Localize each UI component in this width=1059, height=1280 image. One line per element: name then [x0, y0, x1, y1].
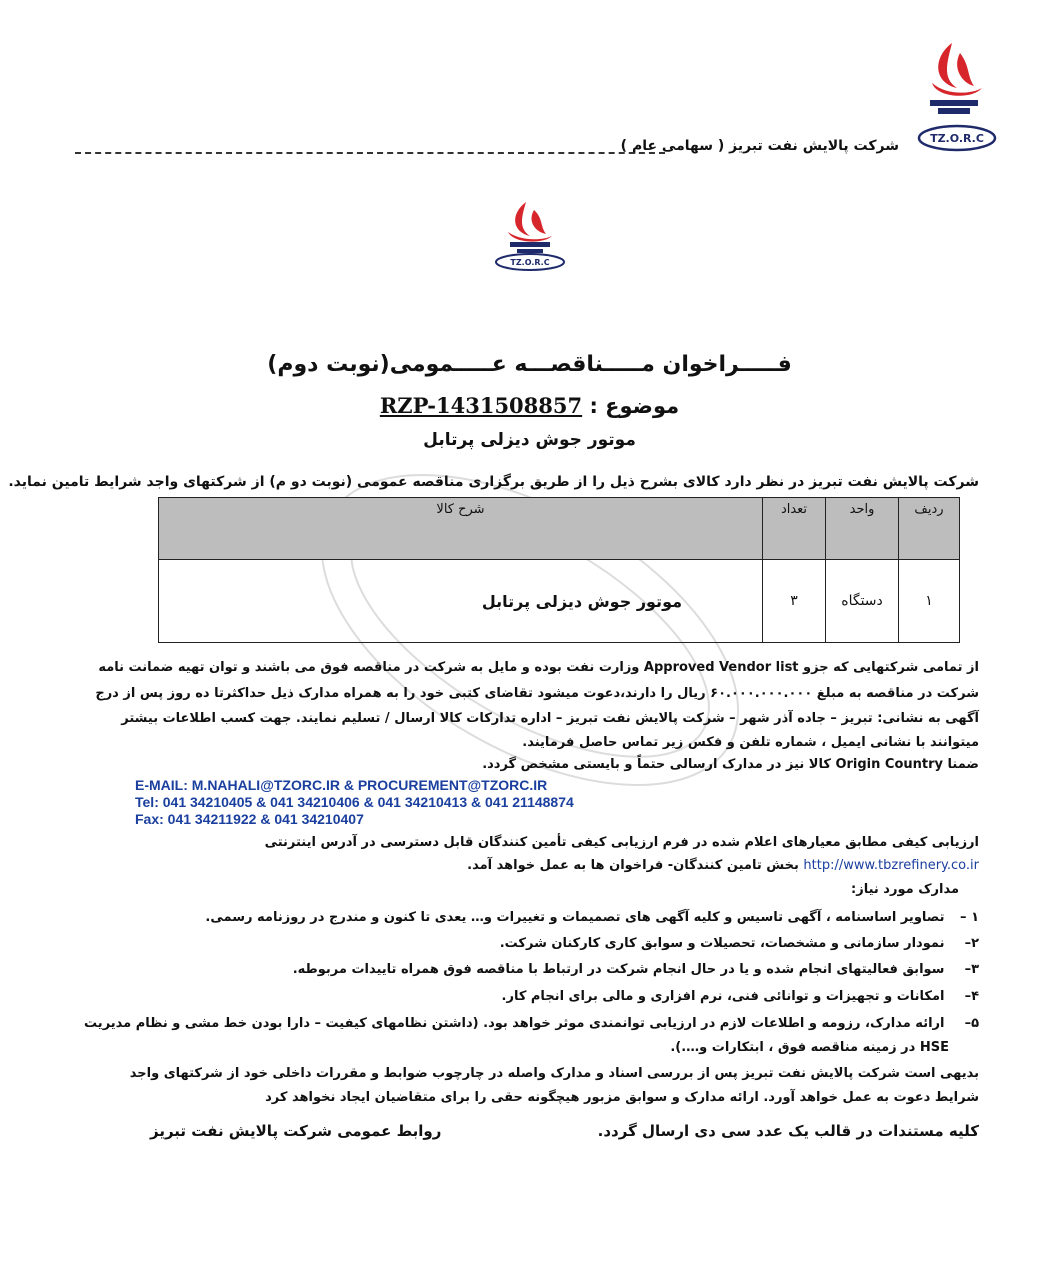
list-item	[500, 936, 979, 951]
evaluation-text: بخش تامین کنندگان- فراخوان ها به عمل خواهد آمد.	[467, 858, 799, 873]
body-line: ضمنا Origin Country کالا نیز در مدارک ارسالی حتماً و بایستی مشخص گردد.	[482, 757, 979, 772]
body-line: شرکت در مناقصه به مبلغ ۶۰.۰۰۰.۰۰۰.۰۰۰ ریال را دارند،دعوت میشود تقاضای کتبی خود را به همراه مدارک ذیل حداکثرتا ده روز پس از درج	[95, 686, 979, 701]
intro-text: شرکت پالایش نفت تبریز در نظر دارد کالای بشرح ذیل را از طریق برگزاری مناقصه عمومی (نوبت دو م) از شرکتهای واجد شرایط تامین نماید.	[8, 474, 979, 490]
docs-heading: مدارک مورد نیاز:	[851, 882, 959, 897]
contact-email[interactable]: E-MAIL: M.NAHALI@TZORC.IR & PROCUREMENT@TZORC.IR	[135, 777, 548, 793]
col-qty-header: تعداد	[763, 498, 826, 560]
body-line: میتوانند با نشانی ایمیل ، شماره تلفن و فکس زیر تماس حاصل فرمایند.	[522, 735, 979, 750]
company-name: شرکت پالایش نفت تبریز ( سهامی عام )	[620, 138, 899, 154]
list-text: نمودار سازمانی و مشخصات، تحصیلات و سوابق کاری کارکنان شرکت.	[499, 936, 945, 951]
company-logo	[912, 38, 997, 153]
subject-code: RZP-1431508857	[379, 393, 583, 418]
list-item	[293, 962, 979, 977]
col-row-header: ردیف	[899, 498, 960, 560]
notice-subject	[0, 393, 1059, 418]
body-line: آگهی به نشانی: تبریز – جاده آذر شهر – شرکت پالایش نفت تبریز – اداره تدارکات کالا ارسال / تسلیم نمایند. جهت کسب اطلاعات بیشتر	[121, 711, 979, 726]
cd-note: کلیه مستندات در قالب یک عدد سی دی ارسال گردد.	[597, 1122, 979, 1140]
closing-line: شرایط دعوت به عمل خواهد آورد. ارائه مدارک و سوابق مزبور هیچگونه حقی را برای متقاضیان ایجاد نخواهد کرد	[265, 1090, 979, 1105]
list-item	[205, 910, 979, 925]
company-logo-center	[492, 200, 570, 272]
list-item-continuation: HSE در زمینه مناقصه فوق ، ابتکارات و….).	[670, 1040, 949, 1055]
list-item	[84, 1016, 979, 1031]
signature: روابط عمومی شرکت پالایش نفت تبریز	[150, 1122, 442, 1140]
list-number: ۲–	[964, 936, 979, 951]
list-text: تصاویر اساسنامه ، آگهی تاسیس و کلیه آگهی های تصمیمات و تغییرات و… یعدی تا کنون و مندرج در روزنامه رسمی.	[205, 910, 945, 925]
contact-tel: Tel: 041 34210405 & 041 34210406 & 041 34210413 & 041 21148874	[135, 794, 574, 810]
website-link[interactable]: http://www.tbzrefinery.co.ir	[803, 858, 979, 873]
cell-desc: موتور جوش دیزلی پرتابل	[159, 560, 763, 643]
body-line: از تمامی شرکتهایی که جزو Approved Vendor list وزارت نفت بوده و مایل به شرکت در مناقصه فوق می باشند و توان تهیه ضمانت نامه	[98, 660, 979, 675]
table-header-row	[159, 498, 960, 560]
notice-title: فـــــراخوان مـــــناقصـــه عـــــمومی(نوبت دوم)	[267, 352, 792, 377]
item-title: موتور جوش دیزلی پرتابل	[423, 430, 636, 450]
list-number: ۱ –	[960, 910, 979, 925]
list-number: ۴–	[964, 989, 979, 1004]
logo-text: TZ.O.R.C	[510, 258, 550, 267]
items-table	[158, 497, 960, 643]
col-desc-header: شرح کالا	[159, 498, 763, 560]
cell-qty: ۳	[763, 560, 826, 643]
list-number: ۵–	[964, 1016, 979, 1031]
closing-line: بدیهی است شرکت پالایش نفت تبریز پس از بررسی اسناد و مدارک واصله در چارچوب ضوابط و مقررات داخلی خود از شرکتهای واجد	[129, 1066, 979, 1081]
list-number: ۳–	[964, 962, 979, 977]
contact-fax: Fax: 041 34211922 & 041 34210407	[135, 811, 364, 827]
list-text: امکانات و تجهیزات و توانائی فنی، نرم افزاری و مالی برای انجام کار.	[501, 989, 945, 1004]
evaluation-line-2	[467, 858, 979, 873]
cell-unit: دستگاه	[826, 560, 899, 643]
list-text: ارائه مدارک، رزومه و اطلاعات لازم در ارزیابی توانمندی موثر خواهد بود. (داشتن نظامهای کیفیت – دارا بودن خط مشی و نظام مدیریت	[84, 1016, 945, 1031]
list-item	[502, 989, 979, 1004]
logo-text: TZ.O.R.C	[930, 132, 984, 145]
list-text: سوابق فعالیتهای انجام شده و یا در حال انجام شرکت در ارتباط با مناقصه فوق همراه تاییدات مربوطه.	[292, 962, 945, 977]
header-divider	[75, 152, 665, 154]
cell-row: ۱	[899, 560, 960, 643]
col-unit-header: واحد	[826, 498, 899, 560]
evaluation-line: ارزیابی کیفی مطابق معیارهای اعلام شده در فرم ارزیابی کیفی تأمین کنندگان قابل دسترسی در آدرس اینترنتی	[264, 835, 979, 850]
subject-label: موضوع :	[589, 394, 680, 418]
table-row	[159, 560, 960, 643]
